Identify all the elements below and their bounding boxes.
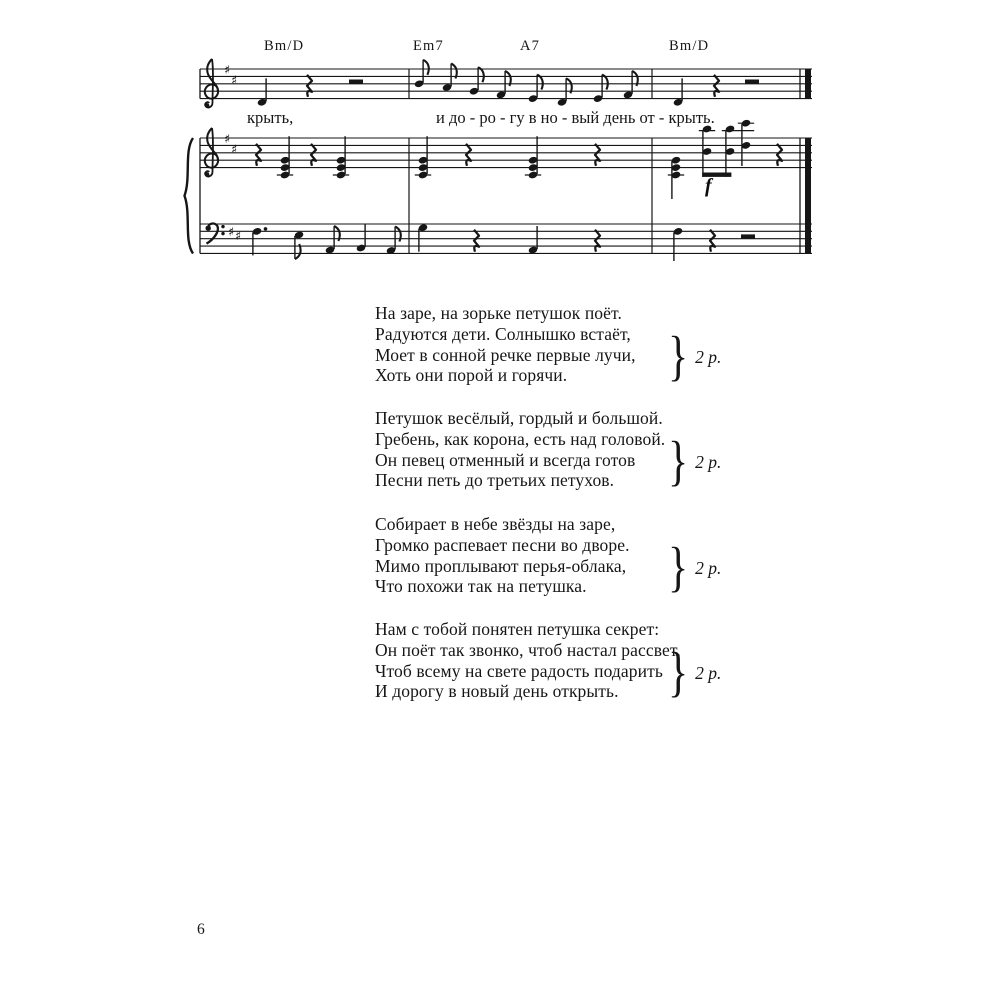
verse-line: Он поёт так звонко, чтоб настал рассвет, — [375, 639, 681, 660]
sharp-sign: ♯ — [230, 141, 238, 157]
lyric-line: крыть, — [247, 108, 294, 127]
verse-line: Что похожи так на петушка. — [375, 576, 587, 597]
quarter-rest — [474, 230, 479, 252]
sharp-sign: ♯ — [223, 61, 231, 77]
lyric-line: и до - ро - гу в но - вый день от - крыть. — [436, 108, 715, 127]
repeat-brace-icon: } — [668, 643, 689, 703]
verse-line: Гребень, как корона, есть над головой. — [375, 428, 666, 449]
chord-symbol: A7 — [520, 38, 541, 54]
sharp-sign: ♯ — [223, 130, 231, 146]
repeat-brace-icon: } — [668, 538, 689, 598]
verse-line: Чтоб всему на свете радость подарить — [375, 660, 663, 681]
repeat-marker-3 — [668, 538, 722, 598]
verse-line: Громко распевает песни во дворе. — [375, 534, 630, 555]
dynamic-marking: f — [705, 175, 712, 197]
repeat-brace-icon: } — [668, 432, 689, 492]
half-rest — [741, 234, 755, 238]
verse-line: На заре, на зорьке петушок поёт. — [375, 303, 622, 323]
verse-line: Песни петь до третьих петухов. — [375, 470, 615, 491]
piano-brace — [185, 138, 194, 254]
repeat-count-label: 2 р. — [695, 557, 722, 578]
quarter-rest — [466, 144, 471, 166]
staff-piano-lh — [200, 224, 812, 254]
music-system — [0, 0, 1000, 285]
chord-symbol: Bm/D — [264, 38, 305, 54]
notes-piano-rh — [256, 119, 782, 199]
score-text — [247, 38, 715, 197]
verse-line: Нам с тобой понятен петушка секрет: — [375, 619, 660, 639]
verse-line: Хоть они порой и горячи. — [375, 365, 568, 386]
repeat-count-label: 2 р. — [695, 346, 722, 367]
quarter-rest — [256, 144, 261, 166]
verse-line: Он певец отменный и всегда готов — [375, 449, 636, 470]
page-number: 6 — [197, 921, 205, 938]
verse-line: И дорогу в новый день открыть. — [375, 681, 619, 702]
half-rest — [349, 80, 363, 84]
repeat-marker-2 — [668, 432, 722, 492]
chord-symbol: Bm/D — [669, 38, 710, 54]
quarter-rest — [595, 230, 600, 252]
verse-line: Радуются дети. Солнышко встаёт, — [375, 323, 631, 344]
repeat-brace-icon: } — [668, 327, 689, 387]
verse-4 — [375, 619, 681, 702]
quarter-rest — [714, 75, 719, 97]
eighth-flag — [423, 60, 429, 75]
chord-symbol: Em7 — [413, 38, 444, 54]
sharp-sign: ♯ — [227, 223, 235, 239]
final-barline — [805, 138, 811, 253]
sharp-sign: ♯ — [230, 72, 238, 88]
staff-vocal — [200, 59, 812, 108]
quarter-rest — [307, 75, 312, 97]
repeat-count-label: 2 р. — [695, 662, 722, 683]
sharp-sign: ♯ — [234, 227, 242, 243]
repeat-marker-1 — [668, 327, 722, 387]
notes-piano-lh — [252, 223, 755, 261]
final-barline — [805, 69, 811, 99]
quarter-rest — [777, 144, 782, 166]
verse-line: Мимо проплывают перья-облака, — [375, 555, 627, 576]
half-rest — [745, 80, 759, 84]
augmentation-dot — [264, 227, 268, 231]
verse-2 — [375, 408, 665, 491]
repeat-count-label: 2 р. — [695, 451, 722, 472]
repeat-marker-4 — [668, 643, 722, 703]
staff-piano-rh — [200, 128, 812, 177]
verse-line: Петушок весёлый, гордый и большой. — [375, 408, 663, 428]
verse-3 — [375, 514, 630, 597]
quarter-rest — [311, 144, 316, 166]
verse-line: Моет в сонной речке первые лучи, — [375, 344, 636, 365]
quarter-rest — [595, 144, 600, 166]
quarter-rest — [710, 230, 715, 252]
verse-line: Собирает в небе звёзды на заре, — [375, 514, 616, 534]
verse-1 — [375, 303, 636, 386]
bass-clef-icon — [206, 224, 225, 244]
